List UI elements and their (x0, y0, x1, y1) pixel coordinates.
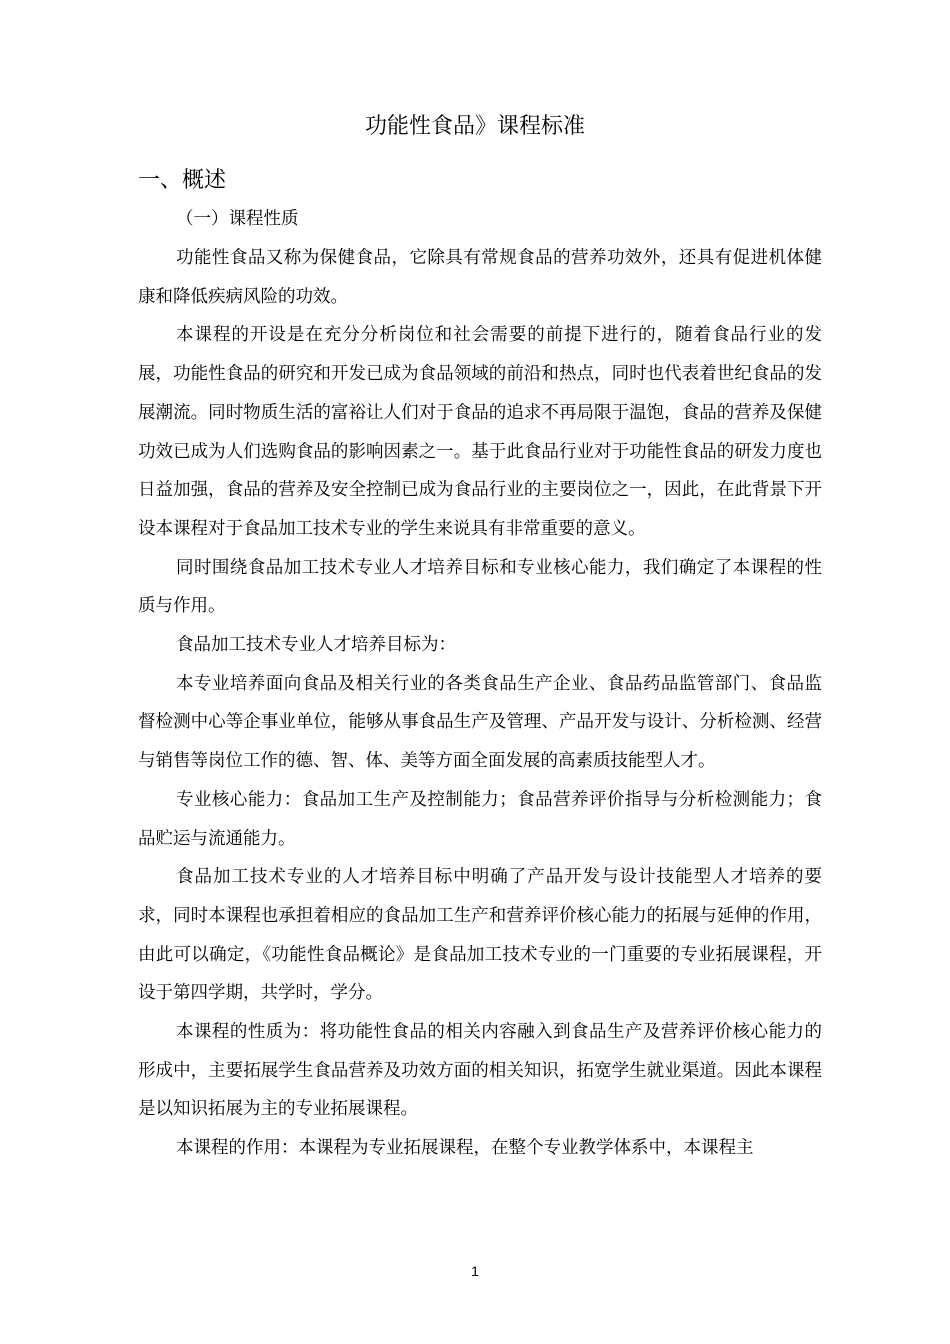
page-number: 1 (471, 1263, 479, 1279)
paragraph: 同时围绕食品加工技术专业人才培养目标和专业核心能力，我们确定了本课程的性质与作用。 (138, 557, 822, 617)
paragraph: 本课程的性质为：将功能性食品的相关内容融入到食品生产及营养评价核心能力的形成中，主要拓展学生食品营养及功效方面的相关知识，拓宽学生就业渠道。因此本课程是以知识拓展为主的专业拓展课程。 (138, 1022, 822, 1120)
document-title: 功能性食品》课程标准 (364, 114, 585, 139)
subsection-heading: （一）课程性质 (176, 209, 299, 229)
section-heading: 一、概述 (138, 168, 227, 193)
paragraph: 本课程的作用：本课程为专业拓展课程，在整个专业教学体系中，本课程主 (176, 1138, 754, 1159)
body-text (138, 239, 822, 1168)
paragraph: 食品加工技术专业的人才培养目标中明确了产品开发与设计技能型人才培养的要求，同时本课程也承担着相应的食品加工生产和营养评价核心能力的拓展与延伸的作用，由此可以确定，《功能性食品概论》是食品加工技术专业的一门重要的专业拓展课程，开设于第四学期，共学时，学分。 (138, 867, 822, 1004)
paragraph: 功能性食品又称为保健食品，它除具有常规食品的营养功效外，还具有促进机体健康和降低疾病风险的功效。 (138, 248, 822, 307)
paragraph: 专业核心能力：食品加工生产及控制能力；食品营养评价指导与分析检测能力；食品贮运与流通能力。 (138, 789, 822, 849)
paragraph: 本专业培养面向食品及相关行业的各类食品生产企业、食品药品监管部门、食品监督检测中心等企事业单位，能够从事食品生产及管理、产品开发与设计、分析检测、经营与销售等岗位工作的德、智、体、美等方面全面发展的高素质技能型人才。 (138, 673, 822, 772)
paragraph: 本课程的开设是在充分分析岗位和社会需要的前提下进行的，随着食品行业的发展，功能性食品的研究和开发已成为食品领域的前沿和热点，同时也代表着世纪食品的发展潮流。同时物质生活的富裕让人们对于食品的追求不再局限于温饱，食品的营养及保健功效已成为人们选购食品的影响因素之一。基于此食品行业对于功能性食品的研发力度也日益加强，食品的营养及安全控制已成为食品行业的主要岗位之一，因此，在此背景下开设本课程对于食品加工技术专业的学生来说具有非常重要的意义。 (138, 325, 822, 539)
paragraph: 食品加工技术专业人才培养目标为： (176, 635, 456, 656)
